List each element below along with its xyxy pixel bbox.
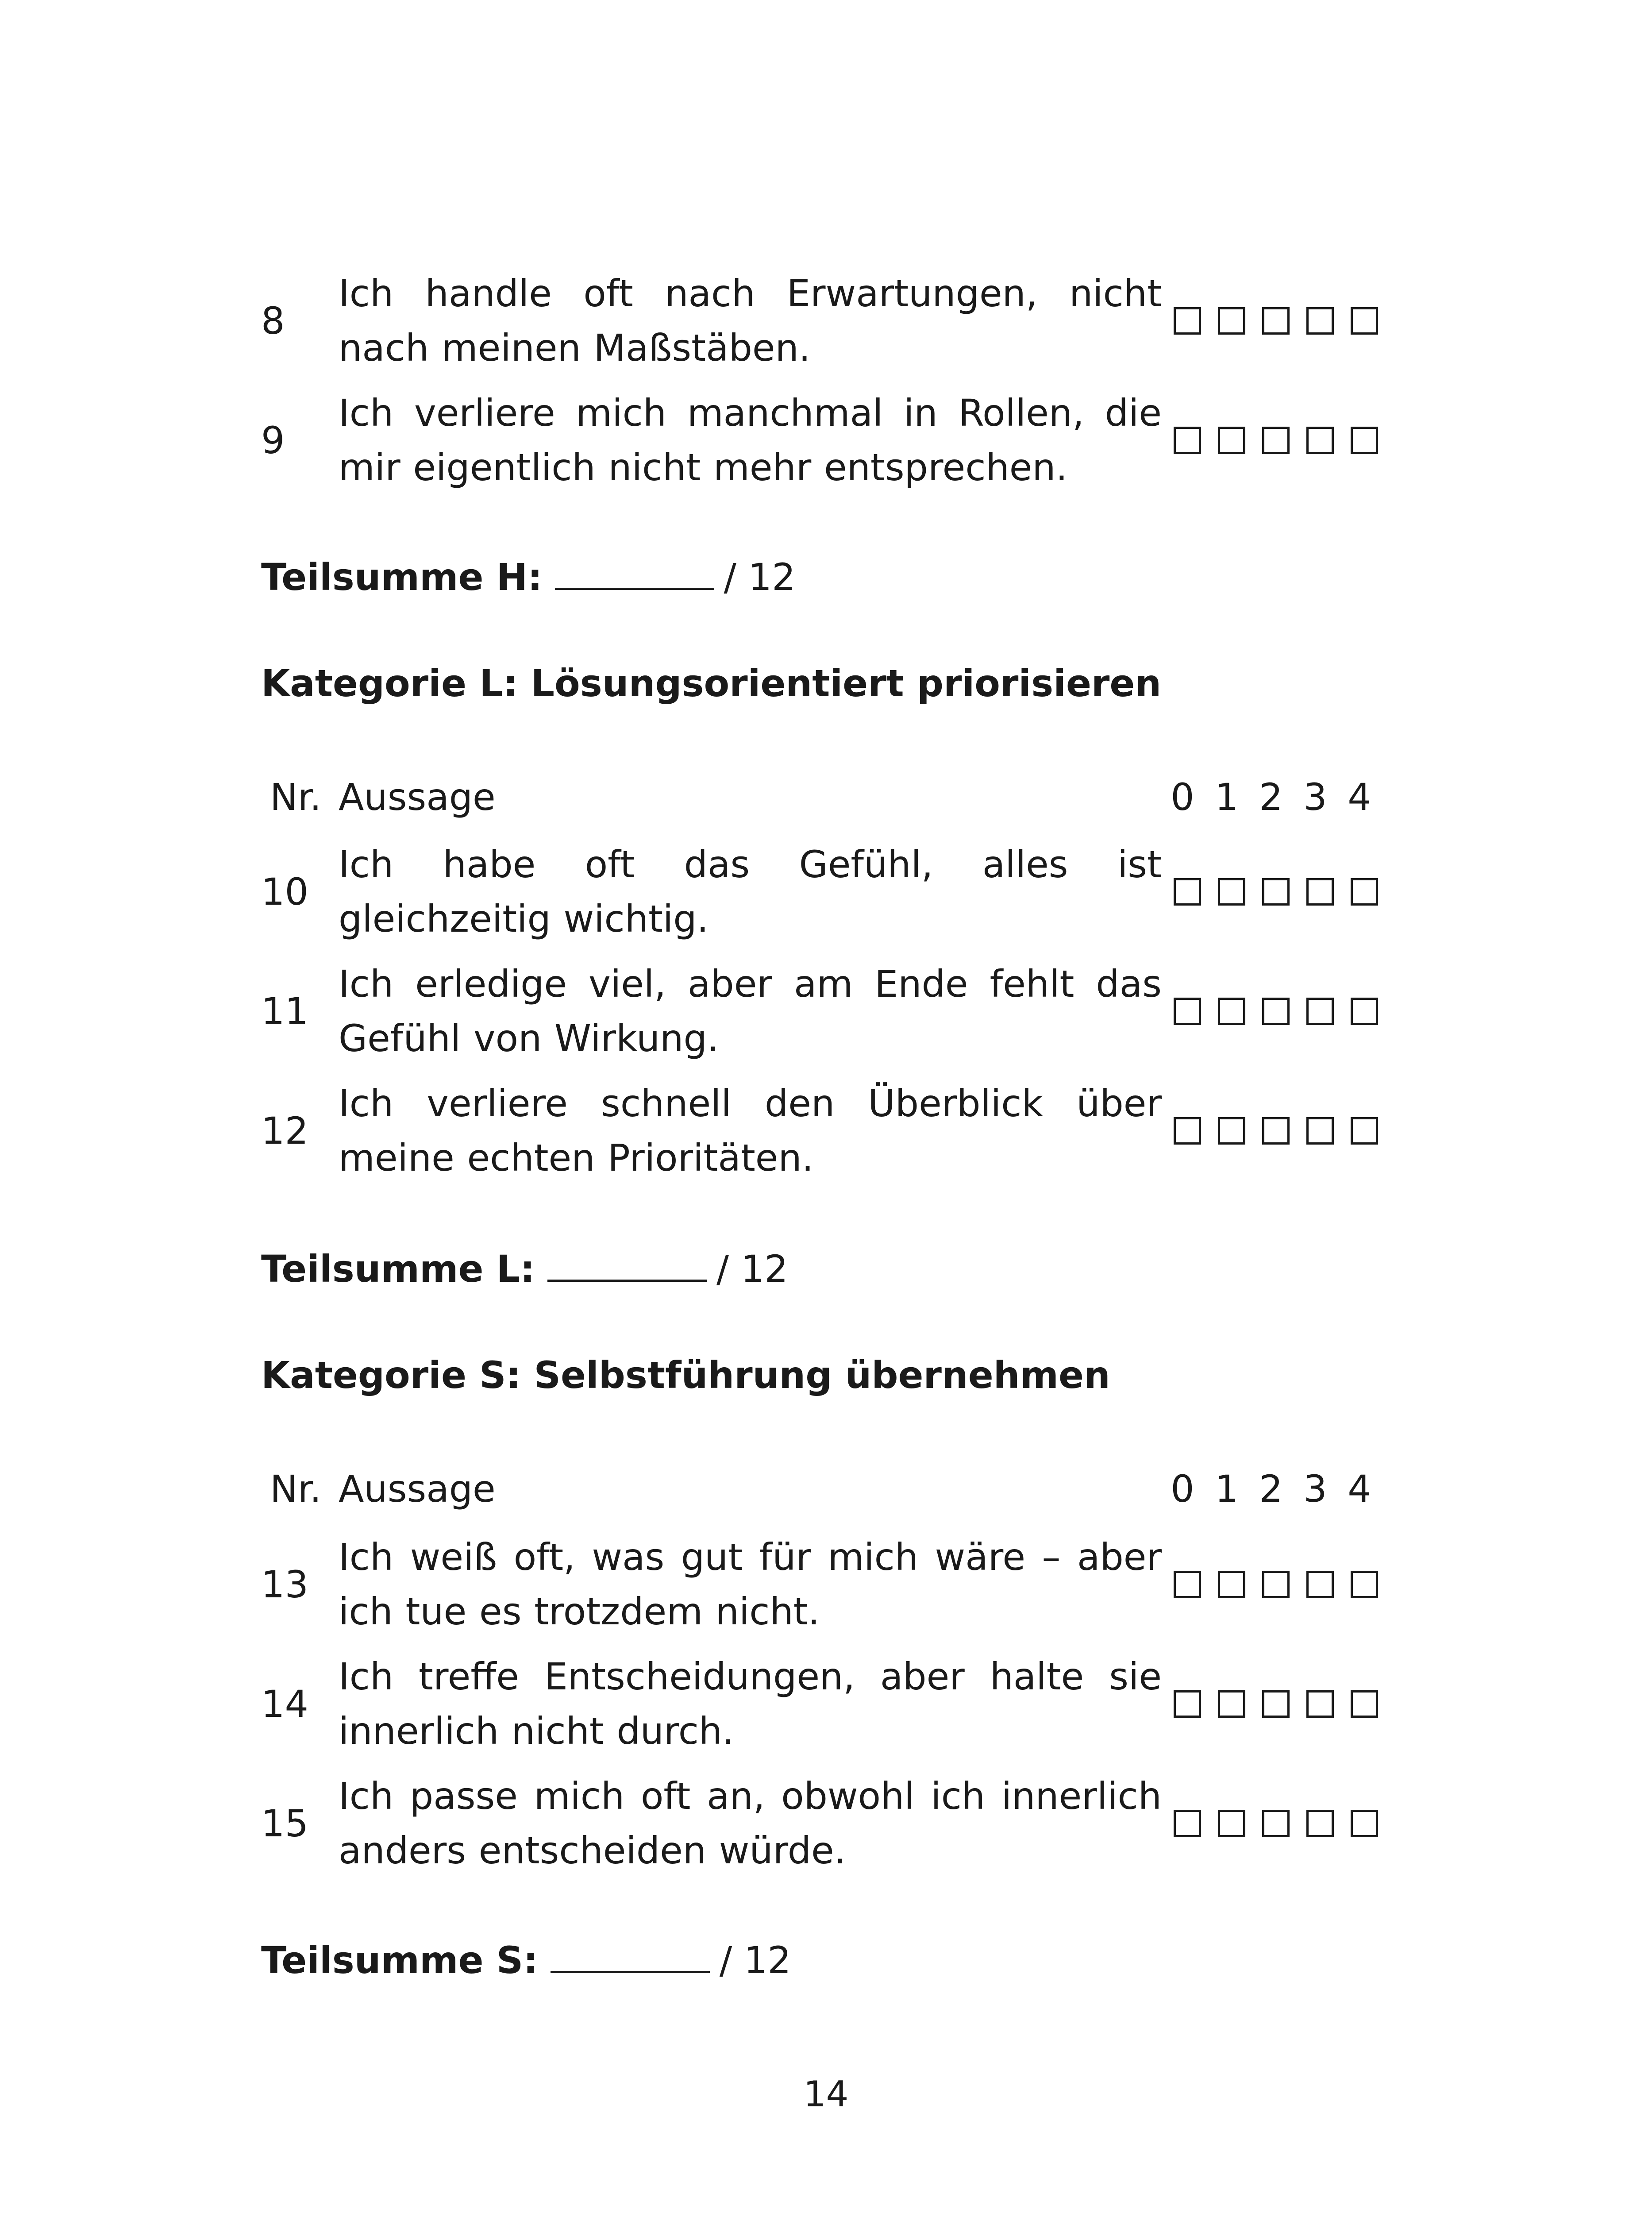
header-nr: Nr. [270,775,322,819]
header-aussage: Aussage [339,1467,496,1511]
rating-checkbox-1[interactable] [1218,878,1245,906]
scale-label-0: 0 [1171,775,1194,819]
rating-checkbox-0[interactable] [1174,998,1201,1025]
rating-checkbox-3[interactable] [1306,1690,1334,1718]
item-number: 13 [261,1563,308,1606]
item-number: 8 [261,299,285,343]
item-row-9 [261,381,1394,500]
subtotal-max: / 12 [724,555,796,599]
rating-checkbox-4[interactable] [1351,998,1378,1025]
rating-checkbox-2[interactable] [1262,307,1290,335]
rating-checkbox-2[interactable] [1262,1810,1290,1837]
rating-checkbox-3[interactable] [1306,998,1334,1025]
rating-checkbox-1[interactable] [1218,307,1245,335]
rating-checkbox-2[interactable] [1262,1690,1290,1718]
subtotal-s [261,1939,791,1982]
rating-checkboxes [1174,832,1378,952]
scale-label-0: 0 [1171,1467,1194,1511]
rating-checkbox-1[interactable] [1218,998,1245,1025]
item-row-12 [261,1071,1394,1191]
rating-checkbox-1[interactable] [1218,1690,1245,1718]
rating-checkbox-1[interactable] [1218,1571,1245,1598]
subtotal-blank-line[interactable] [555,557,714,590]
rating-checkbox-1[interactable] [1218,427,1245,454]
scale-label-4: 4 [1348,1467,1371,1511]
rating-checkbox-3[interactable] [1306,1117,1334,1145]
category-title-l: Kategorie L: Lösungsorientiert priorisieren [261,662,1162,705]
rating-checkbox-2[interactable] [1262,1117,1290,1145]
rating-checkbox-0[interactable] [1174,427,1201,454]
rating-checkbox-4[interactable] [1351,1810,1378,1837]
item-statement: Ich verliere schnell den Überblick über meine echten Prioritäten. [339,1082,1162,1180]
subtotal-h [261,555,796,599]
rating-checkbox-2[interactable] [1262,427,1290,454]
subtotal-label: Teilsumme H: [261,555,543,599]
header-aussage: Aussage [339,775,496,819]
scale-label-4: 4 [1348,775,1371,819]
rating-checkbox-0[interactable] [1174,1117,1201,1145]
item-row-11 [261,952,1394,1071]
subtotal-blank-line[interactable] [551,1940,710,1973]
header-scale [1168,1467,1374,1511]
item-number: 12 [261,1109,308,1153]
header-scale [1168,775,1374,819]
rating-checkbox-3[interactable] [1306,427,1334,454]
rating-checkbox-1[interactable] [1218,1810,1245,1837]
item-row-8 [261,261,1394,381]
rating-checkbox-0[interactable] [1174,307,1201,335]
rating-checkboxes [1174,261,1378,381]
item-row-10 [261,832,1394,952]
rating-checkbox-0[interactable] [1174,1810,1201,1837]
subtotal-blank-line[interactable] [547,1249,707,1282]
rating-checkbox-3[interactable] [1306,878,1334,906]
header-nr: Nr. [270,1467,322,1511]
rating-checkbox-3[interactable] [1306,1571,1334,1598]
item-number: 9 [261,419,285,462]
item-statement: Ich handle oft nach Erwartungen, nicht nach meinen Maßstäben. [339,272,1162,370]
rating-checkboxes [1174,1644,1378,1764]
item-statement: Ich weiß oft, was gut für mich wäre – aber ich tue es trotzdem nicht. [339,1535,1162,1633]
rating-checkbox-4[interactable] [1351,427,1378,454]
item-number: 10 [261,870,308,914]
item-row-13 [261,1525,1394,1644]
subtotal-label: Teilsumme L: [261,1247,535,1291]
subtotal-label: Teilsumme S: [261,1939,538,1982]
rating-checkbox-2[interactable] [1262,998,1290,1025]
item-statement: Ich passe mich oft an, obwohl ich innerlich anders entscheiden würde. [339,1774,1162,1872]
rating-checkbox-4[interactable] [1351,1571,1378,1598]
scale-label-2: 2 [1259,775,1283,819]
subtotal-max: / 12 [719,1939,791,1982]
item-statement: Ich habe oft das Gefühl, alles ist gleichzeitig wichtig. [339,843,1162,941]
scale-label-2: 2 [1259,1467,1283,1511]
rating-checkbox-0[interactable] [1174,878,1201,906]
scale-label-1: 1 [1215,1467,1239,1511]
page-number: 14 [803,2074,849,2115]
table-header-l [270,775,1394,824]
rating-checkbox-3[interactable] [1306,307,1334,335]
subtotal-l [261,1247,788,1291]
rating-checkbox-2[interactable] [1262,878,1290,906]
scale-label-1: 1 [1215,775,1239,819]
category-title-s: Kategorie S: Selbstführung übernehmen [261,1353,1110,1397]
item-statement: Ich treffe Entscheidungen, aber halte sie innerlich nicht durch. [339,1655,1162,1753]
item-statement: Ich verliere mich manchmal in Rollen, die mir eigentlich nicht mehr entsprechen. [339,391,1162,489]
table-header-s [270,1467,1394,1516]
rating-checkbox-4[interactable] [1351,1117,1378,1145]
item-number: 14 [261,1682,308,1726]
item-row-14 [261,1644,1394,1764]
rating-checkbox-1[interactable] [1218,1117,1245,1145]
rating-checkbox-3[interactable] [1306,1810,1334,1837]
rating-checkbox-4[interactable] [1351,307,1378,335]
rating-checkboxes [1174,1525,1378,1644]
rating-checkbox-0[interactable] [1174,1571,1201,1598]
item-statement: Ich erledige viel, aber am Ende fehlt das Gefühl von Wirkung. [339,962,1162,1060]
rating-checkboxes [1174,1071,1378,1191]
rating-checkbox-2[interactable] [1262,1571,1290,1598]
scale-label-3: 3 [1303,775,1327,819]
rating-checkbox-4[interactable] [1351,878,1378,906]
item-number: 11 [261,990,308,1033]
item-number: 15 [261,1802,308,1845]
rating-checkboxes [1174,381,1378,500]
rating-checkboxes [1174,1764,1378,1883]
rating-checkbox-0[interactable] [1174,1690,1201,1718]
item-row-15 [261,1764,1394,1883]
subtotal-max: / 12 [716,1247,788,1291]
rating-checkboxes [1174,952,1378,1071]
rating-checkbox-4[interactable] [1351,1690,1378,1718]
scale-label-3: 3 [1303,1467,1327,1511]
